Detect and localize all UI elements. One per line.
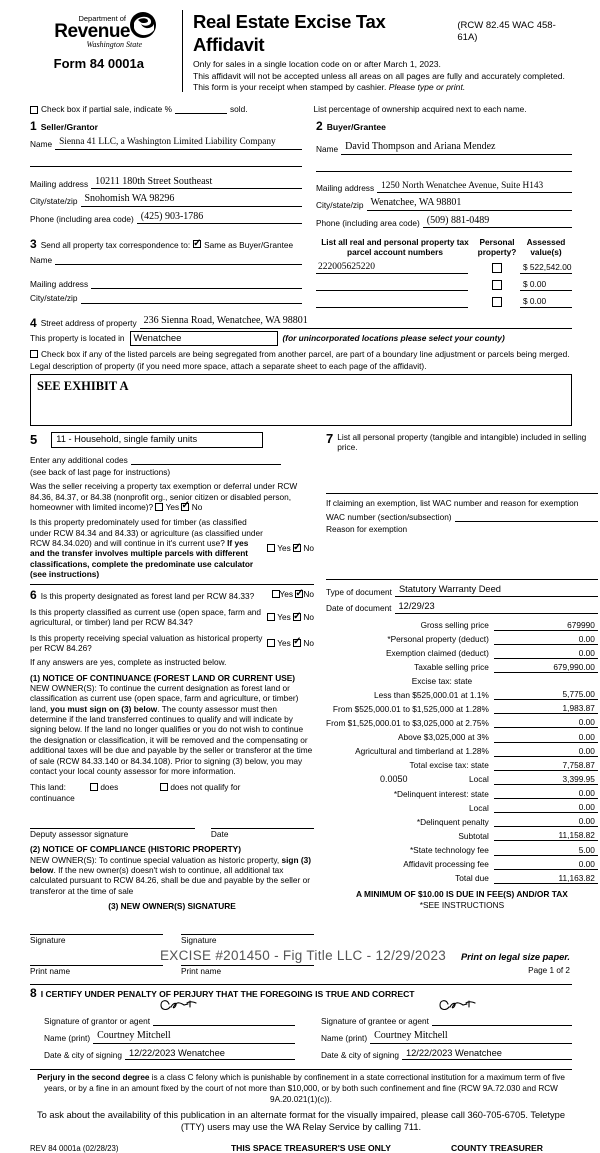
amount-row-total-due: Total due 11,163.82 [326, 873, 598, 884]
legal-description-value: SEE EXHIBIT A [37, 379, 128, 393]
print-name-label-2: Print name [181, 966, 314, 976]
grantee-name-print-label: Name (print) [321, 1033, 370, 1043]
agricultural-amount-field[interactable]: 0.00 [494, 746, 598, 757]
seller-name-label: Name [30, 139, 55, 149]
tier2-amount-field[interactable]: 1,983.87 [494, 703, 598, 714]
grantor-name-print-label: Name (print) [44, 1033, 93, 1043]
new-owner-print-field-1[interactable] [30, 954, 163, 966]
note-line-2: This affidavit will not be accepted unless all areas on all pages are fully and accurately completed. [193, 71, 572, 83]
grantor-date-city-field[interactable]: 12/22/2023 Wenatchee [125, 1048, 295, 1061]
street-address-label: Street address of property [41, 318, 140, 328]
street-address-field[interactable]: 236 Sienna Road, Wenatchee, WA 98801 [140, 315, 350, 329]
parcel-row-2 [316, 279, 572, 291]
segregated-checkbox[interactable] [30, 350, 38, 358]
partial-sale-row [30, 104, 572, 114]
personal-property-header: Personal property? [474, 238, 520, 257]
seller-city-label: City/state/zip [30, 196, 81, 206]
buyer-mailing-label: Mailing address [316, 183, 377, 193]
section-2-title: Buyer/Grantee [327, 122, 386, 133]
perjury-statement: Perjury in the second degree is a class C felony which is punishable by confinement in a state correctional institution for a maximum term of five years, or by a fine in an amount fixed by the court of not more than $10,000, or by both such confinement and fine (RCW 9A.72.030 and RCW 9A.20.021(1)(c)). [30, 1073, 572, 1105]
q6-forest: 6 Is this property designated as forest land per RCW 84.33? Yes ✓ No [30, 589, 314, 601]
accessibility-note: To ask about the availability of this publication in an alternate format for the visually impaired, please call 360-705-6705. Teletype (TTY) users may use the WA Relay Service by calling 711. [30, 1109, 572, 1133]
rev-number: REV 84 0001a (02/28/23) [30, 1144, 200, 1153]
sec3-name-label: Name [30, 255, 55, 265]
parcel-personal-checkbox-1[interactable] [492, 263, 502, 273]
excise-tax-state-header: Excise tax: state [326, 676, 558, 686]
notice-2-body: NEW OWNER(S): To continue special valuation as historic property, sign (3) below. If the new owner(s) doesn't wish to continue, all additional tax calculated pursuant to RCW 84.26, shall be due and payable by the seller or transferor at the time of sale [30, 855, 314, 896]
exemption-note: If claiming an exemption, list WAC number and reason for exemption [326, 498, 598, 508]
section-1-title: Seller/Grantor [41, 122, 98, 133]
ownership-percent-note: List percentage of ownership acquired next to each name. [301, 104, 572, 114]
gross-selling-price-field[interactable]: 679990 [494, 620, 598, 631]
amount-row-taxable: Taxable selling price 679,990.00 [326, 662, 598, 673]
q6-forest-no-checkbox[interactable] [295, 590, 303, 598]
grantor-name-print-field[interactable]: Courtney Mitchell [93, 1030, 295, 1044]
parcel-row-3 [316, 296, 572, 308]
minimum-due-note: A MINIMUM OF $10.00 IS DUE IN FEE(S) AND/OR TAX [326, 889, 598, 900]
parcel-number-field-3[interactable] [316, 296, 468, 308]
section-3 [30, 238, 302, 308]
grantor-signature-field[interactable] [153, 1007, 295, 1026]
grantee-date-city-field[interactable]: 12/22/2023 Wenatchee [402, 1048, 572, 1061]
amount-row-tier2: From $525,000.01 to $1,525,000 at 1.28% 1,983.87 [326, 703, 598, 714]
q5-exemption: Was the seller receiving a property tax exemption or deferral under RCW 84.36, 84.37, or 84.38 (nonprofit org., senior citizen or disabled person, homeowner with limited income)? Yes ✓ No [30, 481, 314, 512]
amount-row-subtotal: Subtotal 11,158.82 [326, 830, 598, 841]
delinquent-interest-state-field[interactable]: 0.00 [494, 788, 598, 799]
grantee-name-print-field[interactable]: Courtney Mitchell [370, 1030, 572, 1044]
local-excise-field[interactable]: 3,399.95 [494, 774, 598, 785]
deputy-date-label: Date [211, 829, 314, 839]
grantee-signature-scribble [436, 998, 482, 1014]
form-number: Form 84 0001a [30, 56, 144, 72]
parcel-personal-checkbox-2[interactable] [492, 280, 502, 290]
sec3-name-field[interactable] [55, 264, 302, 265]
total-excise-state-field[interactable]: 7,758.87 [494, 760, 598, 771]
title-rcw: (RCW 82.45 WAC 458-61A) [457, 20, 572, 44]
q5-timber-no-checkbox[interactable] [293, 544, 301, 552]
section-8 [30, 987, 572, 1060]
sec3-mailing-label: Mailing address [30, 279, 91, 289]
section-5-6-column [30, 432, 314, 977]
form-header [30, 8, 572, 94]
sec3-city-field[interactable] [81, 303, 303, 304]
total-due-field[interactable]: 11,163.82 [494, 873, 598, 884]
sec3-mailing-field[interactable] [91, 288, 302, 289]
q6-current-no-checkbox[interactable] [293, 613, 301, 621]
county-treasurer: COUNTY TREASURER [422, 1143, 572, 1153]
print-legal-size-note: Print on legal size paper. [461, 952, 570, 964]
deputy-assessor-signature-field[interactable] [30, 817, 195, 829]
notice-2-title: (2) NOTICE OF COMPLIANCE (HISTORIC PROPERTY) [30, 844, 314, 854]
additional-codes-label: Enter any additional codes [30, 455, 131, 465]
date-of-document-label: Date of document [326, 603, 395, 613]
located-in-note: (for unincorporated locations please select your county) [283, 333, 505, 343]
assessed-value-field-2[interactable]: $ 0.00 [520, 279, 572, 291]
q5-timber: Is this property predominately used for timber (as classified under RCW 84.34 and 84.33) or agriculture (as classified under RCW 84.34.020) and will continue in it's current use? If yes and the transfer involves multiple parcels with different classifications, complete the predominate use calculator (see instructions) Yes ✓ No [30, 517, 314, 579]
grantor-signature-block [44, 1002, 295, 1060]
parcel-number-field-1[interactable]: 222005625220 [316, 262, 468, 274]
seller-phone-field[interactable]: (425) 903-1786 [137, 211, 302, 225]
date-of-document-field[interactable]: 12/29/23 [395, 601, 598, 614]
amount-row-delinquent-interest-local: Local 0.00 [326, 802, 598, 813]
seller-phone-label: Phone (including area code) [30, 214, 137, 224]
excise-stamp: EXCISE #201450 - Fig Title LLC - 12/29/2023 [160, 948, 446, 965]
land-does-not-checkbox[interactable] [160, 783, 168, 791]
signature-label-2: Signature [181, 935, 314, 945]
dor-swirl-logo-icon [128, 10, 158, 40]
deputy-assessor-signature-label: Deputy assessor signature [30, 829, 195, 839]
reason-for-exemption-label: Reason for exemption [326, 524, 598, 534]
notice-1-title: (1) NOTICE OF CONTINUANCE (FOREST LAND OR CURRENT USE) [30, 673, 314, 683]
section-1-seller [30, 120, 302, 228]
amount-row-personal-deduct: *Personal property (deduct) 0.00 [326, 634, 598, 645]
certify-statement: I CERTIFY UNDER PENALTY OF PERJURY THAT THE FOREGOING IS TRUE AND CORRECT [41, 989, 415, 1000]
same-as-buyer-label: Same as Buyer/Grantee [204, 240, 293, 250]
exemption-claimed-field[interactable]: 0.00 [494, 648, 598, 659]
county-select[interactable]: Wenatchee [130, 331, 278, 346]
personal-property-list-area[interactable] [326, 452, 598, 488]
assessed-value-field-1[interactable]: $ 522,542.00 [520, 262, 572, 274]
q6-forest-yes-checkbox[interactable] [272, 590, 280, 598]
page-number: Page 1 of 2 [528, 966, 570, 976]
seller-name-field-2[interactable] [30, 154, 302, 167]
tier1-amount-field[interactable]: 5,775.00 [494, 689, 598, 700]
parcel-numbers-header: List all real and personal property tax parcel account numbers [316, 238, 474, 257]
land-qualify-row: This land: continuance does does not qualify for [30, 782, 314, 803]
section-3-label: Send all property tax correspondence to: [41, 240, 190, 250]
partial-sale-label: Check box if partial sale, indicate % [41, 104, 172, 114]
partial-sale-percent-field[interactable] [175, 106, 227, 114]
buyer-name-field[interactable]: David Thompson and Ariana Mendez [341, 141, 572, 155]
buyer-mailing-field[interactable]: 1250 North Wenatchee Avenue, Suite H143 [377, 181, 572, 194]
grantee-sig-label: Signature of grantee or agent [321, 1016, 432, 1026]
if-any-yes-note: If any answers are yes, complete as instructed below. [30, 657, 314, 667]
parcel-number-field-2[interactable] [316, 279, 468, 291]
grantee-date-city-label: Date & city of signing [321, 1050, 402, 1060]
amount-row-tier3: From $1,525,000.01 to $3,025,000 at 2.75% 0.00 [326, 717, 598, 728]
technology-fee-field[interactable]: 5.00 [494, 845, 598, 856]
amount-row-total-excise-state: Total excise tax: state 7,758.87 [326, 760, 598, 771]
q6-historic: Is this property receiving special valuation as historical property per RCW 84.26? Yes ✓ No [30, 633, 314, 654]
assessed-value-field-3[interactable]: $ 0.00 [520, 296, 572, 308]
grantee-signature-block [321, 1002, 572, 1060]
note-line-3: This form is your receipt when stamped by cashier. Please type or print. [193, 82, 572, 94]
grantor-signature-scribble [157, 998, 203, 1014]
amount-row-tier1: Less than $525,000.01 at 1.1% 5,775.00 [326, 689, 598, 700]
amount-row-tier4: Above $3,025,000 at 3% 0.00 [326, 732, 598, 743]
q6-historic-yes-checkbox[interactable] [267, 639, 275, 647]
section-8-number: 8 [30, 987, 37, 999]
type-of-document-label: Type of document [326, 587, 395, 597]
parcel-personal-checkbox-3[interactable] [492, 297, 502, 307]
buyer-city-field[interactable]: Wenatchee, WA 98801 [367, 197, 573, 211]
section-7-number: 7 [326, 432, 333, 445]
tier4-amount-field[interactable]: 0.00 [494, 732, 598, 743]
parcel-table [316, 238, 572, 308]
section-4 [30, 315, 572, 425]
grantor-date-city-label: Date & city of signing [44, 1050, 125, 1060]
assessed-value-header: Assessed value(s) [520, 238, 572, 257]
delinquent-penalty-field[interactable]: 0.00 [494, 816, 598, 827]
new-owners-signature-title: (3) NEW OWNER(S) SIGNATURE [30, 901, 314, 911]
amount-row-processing-fee: Affidavit processing fee 0.00 [326, 859, 598, 870]
legal-description-box[interactable] [30, 374, 572, 426]
form-notes [193, 59, 572, 94]
taxable-selling-price-field[interactable]: 679,990.00 [494, 662, 598, 673]
q6-current-use: Is this property classified as current use (open space, farm and agricultural, or timber) land per RCW 84.34? Yes ✓ No [30, 607, 314, 628]
section-4-number: 4 [30, 317, 37, 329]
seller-city-field[interactable]: Snohomish WA 98296 [81, 193, 303, 207]
section-6-number: 6 [30, 588, 37, 602]
personal-property-deduct-field[interactable]: 0.00 [494, 634, 598, 645]
logo-revenue: Revenue [30, 23, 130, 40]
delinquent-interest-local-field[interactable]: 0.00 [494, 802, 598, 813]
treasurer-use-only: THIS SPACE TREASURER'S USE ONLY [200, 1143, 422, 1153]
seller-mailing-field[interactable]: 10211 180th Street Southeast [91, 176, 302, 190]
section-7-column [314, 432, 598, 977]
see-back-note: (see back of last page for instructions) [30, 467, 314, 477]
reason-for-exemption-area[interactable] [326, 534, 598, 574]
grantee-signature-field[interactable] [432, 1007, 572, 1026]
section-1-number: 1 [30, 120, 37, 132]
section-6-divider [30, 584, 314, 585]
q6-current-yes-checkbox[interactable] [267, 613, 275, 621]
amount-row-exemption-deduct: Exemption claimed (deduct) 0.00 [326, 648, 598, 659]
amount-row-delinquent-penalty: *Delinquent penalty 0.00 [326, 816, 598, 827]
q5-exemption-no-checkbox[interactable] [181, 503, 189, 511]
partial-sale-checkbox[interactable] [30, 106, 38, 114]
segregated-label: Check box if any of the listed parcels are being segregated from another parcel, are part of a boundary line adjustment or parcels being merged. [41, 349, 570, 359]
see-instructions-note: *SEE INSTRUCTIONS [326, 900, 598, 910]
amount-row-gross: Gross selling price 679990 [326, 620, 598, 631]
land-use-code-box[interactable]: 11 - Household, single family units [51, 432, 263, 448]
additional-codes-field[interactable] [131, 464, 281, 465]
section-2-buyer [316, 120, 572, 228]
note-line-1: Only for sales in a single location code on or after March 1, 2023. [193, 59, 572, 71]
logo-washington-state: Washington State [30, 40, 142, 50]
tier3-amount-field[interactable]: 0.00 [494, 717, 598, 728]
partial-sale-suffix: sold. [230, 104, 248, 114]
amount-row-delinquent-interest-state: *Delinquent interest: state 0.00 [326, 788, 598, 799]
buyer-name-field-2[interactable] [316, 159, 572, 172]
seller-name-field[interactable]: Sienna 41 LLC, a Washington Limited Liability Company [55, 137, 302, 150]
section-8-divider [30, 984, 572, 985]
notice-1-body: NEW OWNER(S): To continue the current designation as forest land or classification as current use (open space, farm and agriculture, or timber) land, you must sign on (3) below. The county assessor must then determine if the land transferred continues to qualify and will indicate by signing below. If the land no longer qualifies or you do not wish to continue the designation or classification, it will be removed and the compensating or additional taxes will be due and payable by the seller or transferor at the time of sale (RCW 84.33.140 or 84.34.108). Prior to signing (3) below, you may contact your local county assessor for more information. [30, 683, 314, 776]
type-of-document-field[interactable]: Statutory Warranty Deed [395, 584, 598, 597]
section-7-label: List all personal property (tangible and intangible) included in selling price. [337, 432, 598, 453]
wac-number-label: WAC number (section/subsection) [326, 512, 455, 522]
same-as-buyer-checkbox[interactable] [193, 240, 201, 248]
parcel-row-1 [316, 262, 572, 274]
new-owner-signature-field-2[interactable] [181, 923, 314, 935]
located-in-label: This property is located in [30, 333, 125, 343]
grantor-sig-label: Signature of grantor or agent [44, 1016, 153, 1026]
section-2-number: 2 [316, 120, 323, 132]
buyer-phone-field[interactable]: (509) 881-0489 [423, 215, 572, 229]
legal-description-label: Legal description of property (if you need more space, attach a separate sheet to each page of the affidavit). [30, 361, 572, 371]
wac-number-field[interactable] [455, 521, 598, 522]
page-title: Real Estate Excise Tax Affidavit [193, 10, 452, 56]
section-5-number: 5 [30, 433, 37, 446]
q5-exemption-yes-checkbox[interactable] [155, 503, 163, 511]
seller-mailing-label: Mailing address [30, 179, 91, 189]
amount-row-local: 0.0050 Local 3,399.95 [326, 774, 598, 785]
q6-historic-no-checkbox[interactable] [293, 639, 301, 647]
land-does-checkbox[interactable] [90, 783, 98, 791]
q5-timber-yes-checkbox[interactable] [267, 544, 275, 552]
deputy-date-field[interactable] [211, 817, 314, 829]
buyer-city-label: City/state/zip [316, 200, 367, 210]
signature-label-1: Signature [30, 935, 163, 945]
footer-row [30, 1143, 572, 1153]
footer-divider [30, 1069, 572, 1070]
sec3-city-label: City/state/zip [30, 293, 81, 303]
processing-fee-field[interactable]: 0.00 [494, 859, 598, 870]
local-rate: 0.0050 [380, 774, 408, 785]
section-3-number: 3 [30, 238, 37, 250]
subtotal-field[interactable]: 11,158.82 [494, 830, 598, 841]
logo-department-of: Department of [30, 14, 126, 23]
amount-row-technology-fee: *State technology fee 5.00 [326, 845, 598, 856]
new-owner-signature-field-1[interactable] [30, 923, 163, 935]
print-name-label-1: Print name [30, 966, 163, 976]
amount-row-agricultural: Agricultural and timberland at 1.28% 0.00 [326, 746, 598, 757]
buyer-name-label: Name [316, 144, 341, 154]
buyer-phone-label: Phone (including area code) [316, 218, 423, 228]
